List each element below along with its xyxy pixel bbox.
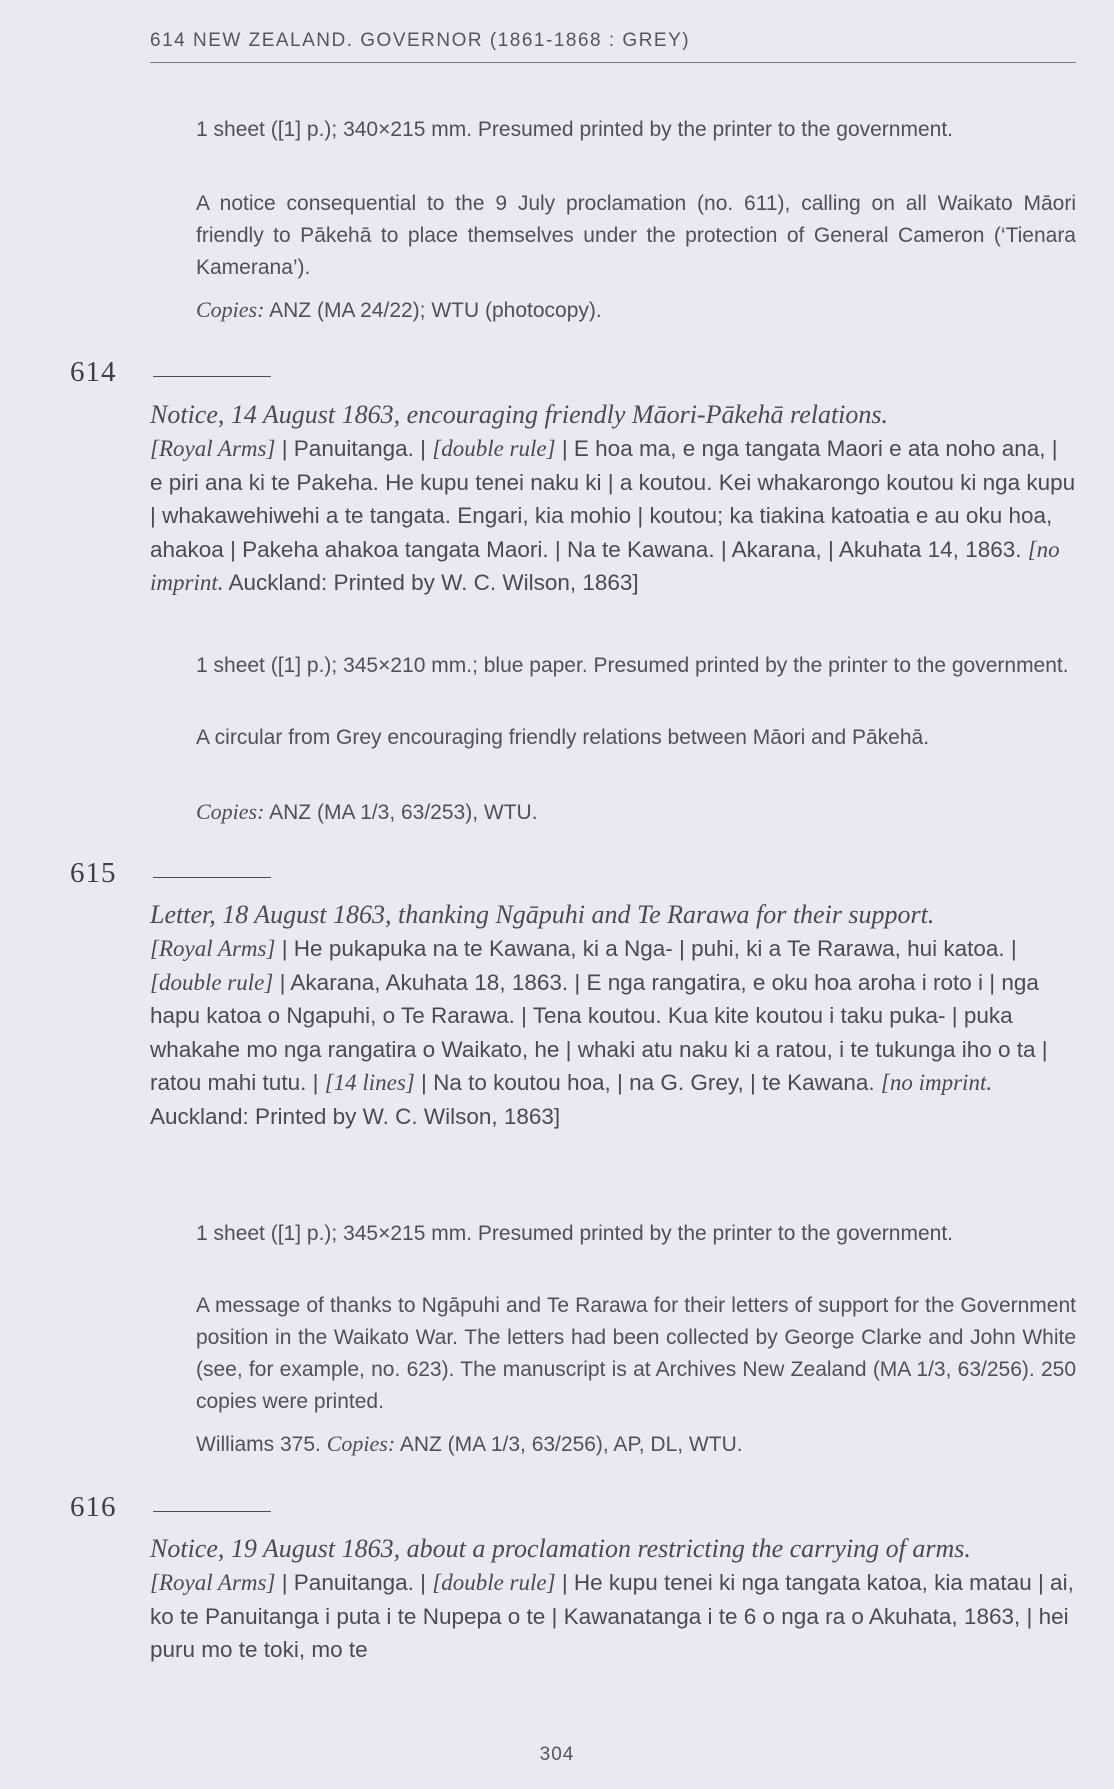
running-head: 614 NEW ZEALAND. GOVERNOR (1861-1868 : GREY) (150, 30, 1076, 63)
references: Williams 375. (196, 1433, 327, 1456)
entry-rule (153, 877, 271, 878)
entry-614-physical: 1 sheet ([1] p.); 345×210 mm.; blue paper. Presumed printed by the printer to the government. (196, 654, 1069, 677)
copies-list: ANZ (MA 1/3, 63/256), AP, DL, WTU. (395, 1433, 743, 1456)
bracketed-note: [14 lines] (324, 1070, 415, 1095)
transcript-text: | He kupu tenei ki nga tangata katoa, kia matau | ai, ko te Panuitanga i puta i te Nupepa o te | Kawanatanga i te 6 o nga ra o Akuhata, 1863, | hei puru mo te toki, mo te (150, 1570, 1074, 1662)
bracketed-note: [double rule] (432, 436, 556, 461)
transcript-text: | Na to koutou hoa, | na G. Grey, | te Kawana. (414, 1070, 881, 1095)
imprint-text: Auckland: Printed by W. C. Wilson, 1863] (223, 570, 639, 595)
entry-614-title: Notice, 14 August 1863, encouraging friendly Māori-Pākehā relations. (150, 400, 889, 429)
imprint-text: Auckland: Printed by W. C. Wilson, 1863] (150, 1103, 561, 1129)
copies-list: ANZ (MA 1/3, 63/253), WTU. (264, 801, 538, 824)
transcript-text: | Panuitanga. | (275, 436, 433, 461)
imprint-note: [no imprint. (150, 536, 1060, 595)
entry-rule (153, 1511, 271, 1512)
entry-614-description (150, 398, 1076, 600)
entry-615-copies (196, 1428, 1076, 1461)
entry-number-615: 615 (70, 857, 117, 889)
entry-615-description (150, 898, 1076, 1133)
entry-615-title: Letter, 18 August 1863, thanking Ngāpuhi and Te Rarawa for their support. (150, 900, 935, 929)
entry-615-transcription (150, 932, 1076, 1133)
entry-614-transcription (150, 432, 1076, 600)
entry-616-transcription (150, 1566, 1076, 1667)
bracketed-note: [Royal Arms] (150, 436, 276, 461)
transcript-text: | Panuitanga. | (275, 1570, 433, 1595)
copies-list: ANZ (MA 24/22); WTU (photocopy). (264, 299, 602, 322)
entry-number-616: 616 (70, 1491, 117, 1523)
entry-number-614: 614 (70, 356, 117, 388)
bracketed-note: [Royal Arms] (150, 936, 276, 961)
copies-label: Copies: (326, 1431, 396, 1456)
transcript-text: | He pukapuka na te Kawana, ki a Nga- | puhi, ki a Te Rarawa, hui katoa. | (275, 936, 1017, 961)
entry-616-description (150, 1532, 1076, 1667)
transcript-text: | E hoa ma, e nga tangata Maori e ata noho ana, | e piri ana ki te Pakeha. He kupu tenei naku ki | a koutou. Kei whakarongo koutou ki nga kupu | whakawehiwehi a te tangata. Engari, kia mohio | koutou; ka tiakina katoatia e au oku hoa, ahakoa | Pakeha ahakoa tangata Maori. | Na te Kawana. | Akarana, | Akuhata 14, 1863. (150, 436, 1076, 562)
entry-613-summary: A notice consequential to the 9 July proclamation (no. 611), calling on all Waikato Māori friendly to Pākehā to place themselves under the protection of General Cameron (‘Tienara Kamerana’). (196, 192, 1076, 279)
entry-615-physical: 1 sheet ([1] p.); 345×215 mm. Presumed printed by the printer to the government. (196, 1222, 953, 1245)
bracketed-note: [double rule] (432, 1570, 556, 1595)
imprint-note: [no imprint. (880, 1070, 993, 1095)
entry-614-copies (196, 796, 1076, 829)
bracketed-note: [Royal Arms] (150, 1570, 276, 1595)
entry-613-copies (196, 294, 1076, 327)
entry-613-physical: 1 sheet ([1] p.); 340×215 mm. Presumed printed by the printer to the government. (196, 118, 953, 141)
entry-rule (153, 376, 271, 377)
bracketed-note: [double rule] (150, 969, 274, 995)
entry-616-title: Notice, 19 August 1863, about a proclamation restricting the carrying of arms. (150, 1534, 971, 1563)
page-number: 304 (539, 1744, 575, 1765)
copies-label: Copies: (196, 297, 265, 322)
transcript-text: | Akarana, Akuhata 18, 1863. | E nga rangatira, e oku hoa aroha i roto i | nga hapu katoa o Ngapuhi, o Te Rarawa. | Tena koutou. Kua kite koutou i taku puka- | puka whakahe mo nga rangatira o Waikato, he | whaki atu naku ki a ratou, i te tukunga iho o ta | ratou mahi tutu. | (150, 969, 1048, 1095)
copies-label: Copies: (196, 799, 265, 824)
entry-614-summary: A circular from Grey encouraging friendly relations between Māori and Pākehā. (196, 726, 930, 749)
entry-615-summary: A message of thanks to Ngāpuhi and Te Rarawa for their letters of support for the Government position in the Waikato War. The letters had been collected by George Clarke and John White (see, for example, no. 623). The manuscript is at Archives New Zealand (MA 1/3, 63/256). 250 copies were printed. (196, 1294, 1076, 1413)
